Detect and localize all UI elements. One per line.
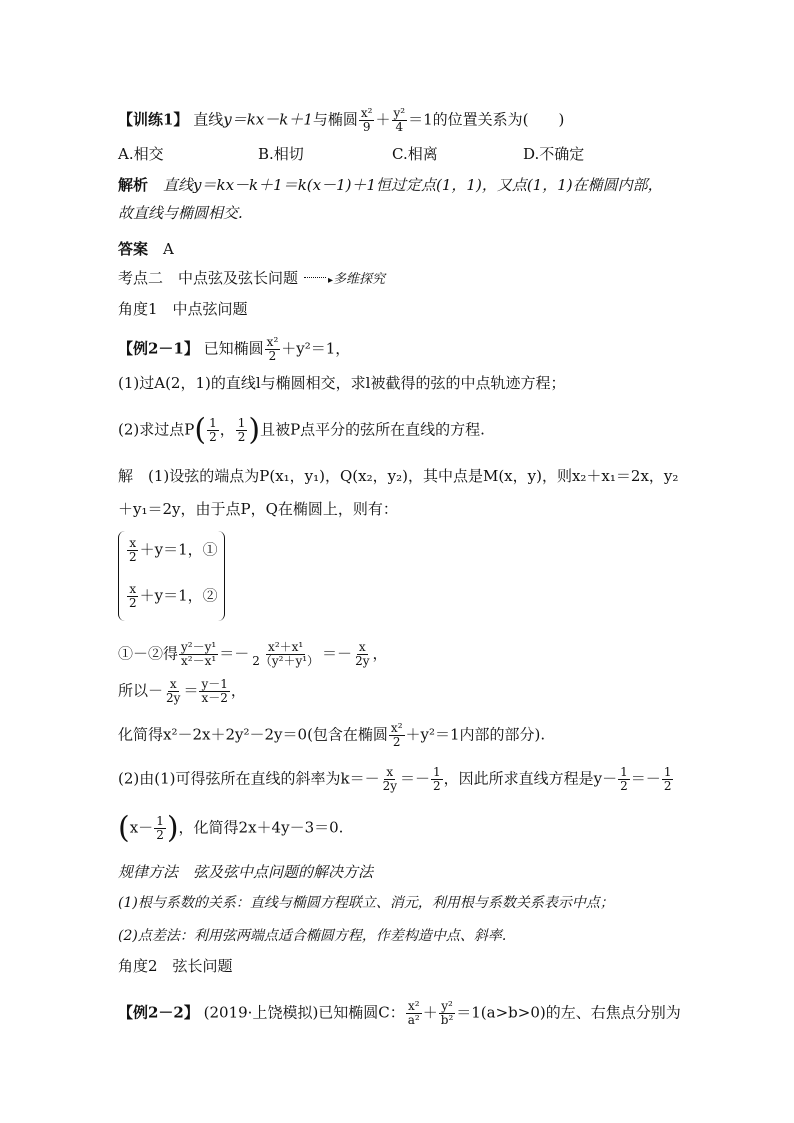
fraction: $\frac{1}{2}$ — [620, 765, 628, 793]
solution-line-2: ＋y₁＝2y，由于点P，Q在椭圆上，则有： — [118, 500, 398, 518]
option-a[interactable]: A.相交 — [118, 145, 164, 163]
example-label: 【例2－1】 — [118, 339, 199, 358]
solution-line-1: 解 (1)设弦的端点为P(x₁，y₁)，Q(x₂，y₂)，其中点是M(x，y)，则x₂＋x₁＝2x，y₂ — [118, 467, 679, 485]
left-bracket — [118, 531, 125, 621]
example-2-2: 【例2－2】 (2019·上饶模拟)已知椭圆C： $\frac{\text{x²}}{\text{a²}}$ ＋ $\frac{\text{y²}}{\text{b²}}$ ＝1(a>b>0)的左、右焦点分别为 — [118, 999, 681, 1027]
answer-label: 答案 — [118, 240, 149, 258]
option-b[interactable]: B.相切 — [258, 145, 304, 163]
training-1-question: 【训练1】 直线y＝kx－k＋1与椭圆 $\frac{\text{x²}}{9}$ ＋ $\frac{\text{y²}}{4}$ ＝1的位置关系为( ) — [118, 106, 565, 134]
fraction: $\frac{\text{y²－y¹}}{\text{x²－x¹}}$ — [181, 640, 217, 668]
method-point-2: (2)点差法：利用弦两端点适合椭圆方程，作差构造中点、斜率. — [118, 928, 507, 944]
equation-system — [118, 531, 228, 623]
solution-line-5: 化简得x²－2x＋2y²－2y＝0(包含在椭圆 $\frac{\text{x²}}{2}$ ＋y²＝1内部的部分). — [118, 721, 546, 749]
fraction: $\frac{x}{2y}$ — [166, 677, 181, 705]
fraction: $\frac{y-1}{x-2}$ — [201, 677, 228, 705]
method-heading: 规律方法 弦及弦中点问题的解决方法 — [118, 863, 374, 881]
fraction: $\frac{\text{y²}}{4}$ — [393, 106, 406, 134]
section-tag: 多维探究 — [333, 272, 386, 287]
solution-line-6: (2)由(1)可得弦所在直线的斜率为k＝－ $\frac{x}{2y}$ ＝－ $\frac{1}{2}$ ，因此所求直线方程是y－ $\frac{1}{2}$ ＝－ $\frac{1}{2}$ — [118, 765, 672, 793]
fraction: $\frac{\text{x²＋x¹}}{\text{2（y²＋y¹）}}$ — [252, 640, 320, 668]
method-point-1: (1)根与系数的关系：直线与椭圆方程联立、消元，利用根与系数关系表示中点； — [118, 895, 614, 911]
example-2-1-q1: (1)过A(2，1)的直线l与椭圆相交，求l被截得的弦的中点轨迹方程； — [118, 374, 566, 392]
option-c[interactable]: C.相离 — [392, 145, 438, 163]
training-label: 【训练1】 — [118, 110, 189, 129]
answer-line — [118, 239, 174, 259]
fraction: $\frac{\text{x²}}{9}$ — [360, 106, 373, 134]
analysis-line-1: 解析 直线y＝kx－k＋1＝k(x－1)＋1恒过定点(1，1)，又点(1，1)在椭圆内部， — [118, 176, 663, 194]
fraction: $\frac{1}{2}$ — [663, 765, 672, 793]
section-2-heading: 考点二 中点弦及弦长问题 ▸多维探究 — [118, 269, 386, 287]
solution-line-7: (x－ $\frac{1}{2}$ )，化简得2x＋4y－3＝0. — [118, 810, 344, 846]
equation-1: $\frac{x}{2}$ ＋y＝1，① — [129, 536, 218, 564]
example-label: 【例2－2】 — [118, 1003, 199, 1022]
analysis-label: 解析 — [118, 176, 149, 194]
dotted-leader — [304, 277, 326, 278]
solution-line-4: 所以－ $\frac{x}{2y}$ ＝ $\frac{y-1}{x-2}$ ， — [118, 677, 246, 705]
fraction: $\frac{\text{x²}}{2}$ — [390, 721, 403, 749]
fraction: $\frac{1}{2}$ — [433, 765, 441, 793]
option-d[interactable]: D.不确定 — [523, 145, 585, 163]
arrow-icon: ▸ — [328, 275, 334, 286]
fraction: $\frac{x}{2y}$ — [355, 640, 370, 668]
fraction: $\frac{1}{2}$ — [237, 416, 246, 444]
example-2-1: 【例2－1】 已知椭圆 $\frac{\text{x²}}{2}$ ＋y²＝1， — [118, 335, 351, 363]
options-row — [118, 144, 618, 164]
analysis-line-2: 故直线与椭圆相交. — [118, 204, 243, 222]
fraction: $\frac{\text{x²}}{2}$ — [266, 335, 279, 363]
angle-1-heading: 角度1 中点弦问题 — [118, 300, 248, 318]
fraction: $\frac{\text{y²}}{\text{b²}}$ — [440, 999, 454, 1027]
fraction: $\frac{x}{2y}$ — [382, 765, 398, 793]
angle-2-heading: 角度2 弦长问题 — [118, 957, 233, 975]
right-bracket — [218, 531, 225, 621]
answer-value: A — [163, 240, 174, 258]
fraction: $\frac{1}{2}$ — [209, 416, 217, 444]
fraction: $\frac{\text{x²}}{\text{a²}}$ — [407, 999, 420, 1027]
example-2-1-q2: (2)求过点P( $\frac{1}{2}$ ， $\frac{1}{2}$ )且被P点平分的弦所在直线的方程. — [118, 412, 485, 448]
solution-line-3: ①－②得 $\frac{\text{y²－y¹}}{\text{x²－x¹}}$ ＝－ $\frac{\text{x²＋x¹}}{\text{2（y²＋y¹）}}$ ＝－ $\frac{x}{2y}$ ， — [118, 640, 388, 668]
equation-2: $\frac{x}{2}$ ＋y＝1，② — [129, 582, 218, 610]
fraction: $\frac{1}{2}$ — [156, 814, 164, 842]
